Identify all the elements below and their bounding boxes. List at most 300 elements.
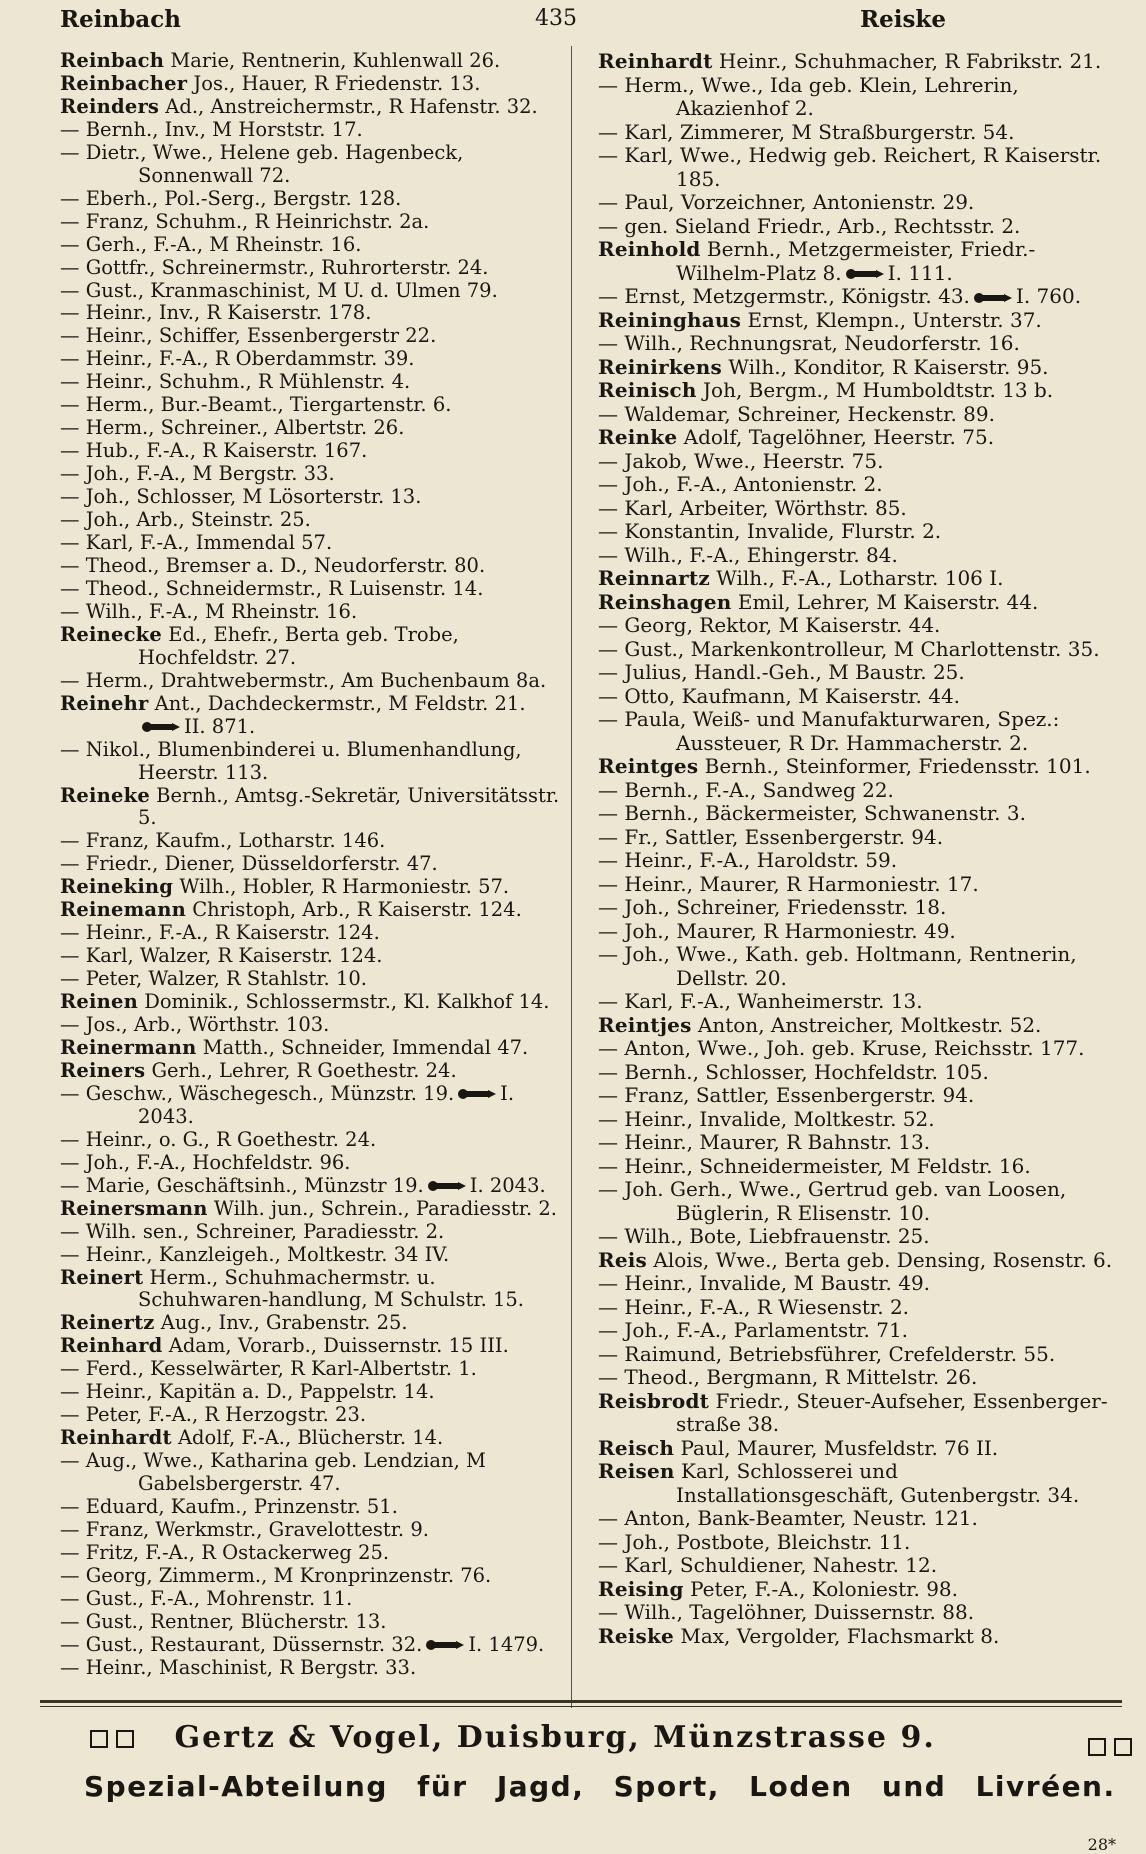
directory-entry: [60, 188, 566, 211]
entry-text: — Wilh. sen., Schreiner, Paradiesstr. 2.: [60, 1219, 445, 1243]
directory-entry: [60, 257, 566, 280]
telephone-icon: [458, 1088, 496, 1100]
directory-entry: [598, 779, 1120, 803]
directory-entry: [598, 1155, 1120, 1179]
directory-entry: [598, 473, 1120, 497]
directory-entry: [598, 1319, 1120, 1343]
entry-text: — Heinr., Invalide, M Baustr. 49.: [598, 1271, 931, 1295]
entry-text: Bernh., Steinformer, Friedensstr. 101.: [704, 754, 1091, 778]
directory-entry: [598, 1131, 1120, 1155]
directory-entry: [60, 1611, 566, 1634]
entry-text: — Heinr., F.-A., Haroldstr. 59.: [598, 848, 898, 872]
phone-number: I. 2043.: [469, 1173, 546, 1197]
directory-entry: [598, 74, 1120, 121]
directory-entry: [60, 670, 566, 693]
entry-text: — Wilh., Rechnungsrat, Neudorferstr. 16.: [598, 331, 1020, 355]
entry-text: — Karl, F.-A., Immendal 57.: [60, 531, 333, 555]
directory-entry: [598, 1014, 1120, 1038]
telephone-icon: [428, 1180, 466, 1192]
entry-text: Anton, Anstreicher, Moltkestr. 52.: [697, 1012, 1042, 1037]
entry-text: Wilh., Hobler, R Harmoniestr. 57.: [179, 875, 510, 899]
directory-entry: [60, 578, 566, 601]
directory-entry: [598, 121, 1120, 145]
surname: Reinke: [598, 425, 678, 449]
entry-text: — gen. Sieland Friedr., Arb., Rechtsstr. 2.: [598, 213, 1021, 238]
directory-entry: [598, 403, 1120, 427]
entry-text: — Heinr., o. G., R Goethestr. 24.: [60, 1127, 377, 1151]
directory-entry: [598, 990, 1120, 1014]
directory-entry: [598, 1061, 1120, 1085]
directory-entry: [60, 1565, 566, 1588]
directory-entry: [60, 1358, 566, 1381]
surname: Reinirkens: [598, 354, 723, 379]
entry-text: — Eduard, Kaufm., Prinzenstr. 51.: [60, 1495, 398, 1519]
entry-text: — Friedr., Diener, Düsseldorferstr. 47.: [60, 852, 438, 876]
entry-text: — Franz, Kaufm., Lotharstr. 146.: [60, 829, 386, 853]
directory-entry: [60, 601, 566, 624]
entry-text: — Heinr., Invalide, Moltkestr. 52.: [598, 1106, 935, 1131]
entry-text: Adolf, Tagelöhner, Heerstr. 75.: [683, 425, 995, 449]
directory-entry: [598, 1625, 1120, 1649]
directory-entry: [60, 371, 566, 394]
surname: Reineke: [60, 783, 150, 807]
entry-text: — Bernh., F.-A., Sandweg 22.: [598, 777, 894, 802]
directory-entry: [60, 1152, 566, 1175]
entry-text: Friedr., Steuer-Aufseher, Essenberger-straße 38.: [676, 1388, 1108, 1436]
surname: Reinnartz: [598, 566, 710, 590]
directory-entry: [60, 394, 566, 417]
entry-text: — Joh., F.-A., Parlamentstr. 71.: [598, 1318, 909, 1342]
directory-entry: [60, 1542, 566, 1565]
directory-entry: [598, 309, 1120, 333]
square-ornament-icon: [1088, 1738, 1106, 1756]
surname: Reising: [598, 1576, 684, 1601]
directory-entry: [60, 1175, 566, 1198]
directory-entry: [598, 1554, 1120, 1578]
surname: Reintges: [598, 754, 699, 778]
entry-text: — Fritz, F.-A., R Ostackerweg 25.: [60, 1540, 390, 1564]
entry-text: — Jos., Arb., Wörthstr. 103.: [60, 1013, 330, 1037]
directory-entry: [60, 532, 566, 555]
entry-text: — Waldemar, Schreiner, Heckenstr. 89.: [598, 401, 995, 426]
entry-text: — Wilh., F.-A., M Rheinstr. 16.: [60, 599, 358, 623]
directory-entry: [60, 1060, 566, 1083]
directory-entry: [598, 238, 1120, 285]
directory-entry: [60, 1404, 566, 1427]
phone-number: I. 2043.: [138, 1081, 515, 1128]
directory-entry: [60, 853, 566, 876]
entry-text: Ed., Ehefr., Berta geb. Trobe, Hochfeldstr. 27.: [138, 622, 459, 669]
directory-entry: [598, 567, 1120, 591]
entry-text: — Franz, Werkmstr., Gravelottestr. 9.: [60, 1518, 429, 1541]
directory-entry: [60, 1037, 566, 1060]
entry-text: Christoph, Arb., R Kaiserstr. 124.: [192, 898, 522, 922]
directory-entry: [598, 1531, 1120, 1555]
entry-text: — Heinr., Maschinist, R Bergstr. 33.: [60, 1655, 417, 1679]
entry-text: — Peter, Walzer, R Stahlstr. 10.: [60, 967, 367, 991]
directory-entry: [60, 348, 566, 371]
entry-text: Emil, Lehrer, M Kaiserstr. 44.: [737, 589, 1039, 614]
directory-entry: [60, 1244, 566, 1267]
entry-text: Marie, Rentnerin, Kuhlenwall 26.: [170, 49, 501, 72]
directory-entry: [598, 826, 1120, 850]
entry-text: Joh, Bergm., M Humboldtstr. 13 b.: [703, 378, 1054, 402]
entry-text: — Gust., Markenkontrolleur, M Charlottenstr. 35.: [598, 636, 1100, 661]
entry-text: — Jakob, Wwe., Heerstr. 75.: [598, 448, 884, 473]
rule-divider-thin: [40, 1706, 1122, 1707]
directory-entry: [598, 379, 1120, 403]
directory-entry: [598, 1578, 1120, 1602]
directory-entry: [598, 285, 1120, 309]
entry-text: — Anton, Bank-Beamter, Neustr. 121.: [598, 1506, 978, 1530]
surname: Reiners: [60, 1058, 146, 1082]
surname: Reinertz: [60, 1311, 155, 1335]
entry-text: Alois, Wwe., Berta geb. Densing, Rosenstr. 6.: [653, 1247, 1113, 1272]
entry-text: Aug., Inv., Grabenstr. 25.: [160, 1311, 408, 1335]
entry-text: — Joh., F.-A., Antonienstr. 2.: [598, 472, 883, 496]
advertisement-block: [40, 1700, 1122, 1854]
directory-entry: [60, 1634, 566, 1657]
entry-text: — Joh., F.-A., Hochfeldstr. 96.: [60, 1150, 351, 1174]
entry-text: — Heinr., Schuhm., R Mühlenstr. 4.: [60, 370, 411, 394]
header-left-keyword: Reinbach: [60, 6, 181, 33]
directory-entry: [60, 1588, 566, 1611]
telephone-icon: [974, 292, 1012, 304]
entry-text: — Wilh., Tagelöhner, Duissernstr. 88.: [598, 1600, 975, 1624]
directory-entry: [598, 1225, 1120, 1249]
directory-entry: [60, 830, 566, 853]
directory-entry: [598, 1366, 1120, 1390]
surname: Reinert: [60, 1265, 144, 1289]
advertisement-line-1: [90, 1720, 1140, 1755]
directory-entry: [598, 1178, 1120, 1225]
entry-text: — Wilh., Bote, Liebfrauenstr. 25.: [598, 1224, 930, 1248]
phone-number: I. 760.: [1015, 284, 1082, 308]
directory-entry: [598, 685, 1120, 709]
directory-entry: [598, 1037, 1120, 1061]
directory-entry: [60, 968, 566, 991]
directory-entry: [598, 1601, 1120, 1625]
entry-text: — Gust., Restaurant, Düssernstr. 32.: [60, 1632, 423, 1656]
entry-text: — Heinr., Maurer, R Harmoniestr. 17.: [598, 871, 979, 896]
directory-entry: [598, 144, 1120, 191]
entry-text: — Karl, Arbeiter, Wörthstr. 85.: [598, 495, 907, 520]
surname: Reinisch: [598, 378, 697, 402]
surname: Reinhardt: [60, 1426, 172, 1450]
entry-text: — Heinr., F.-A., R Oberdammstr. 39.: [60, 347, 415, 371]
surname: Reiske: [598, 1623, 674, 1648]
entry-text: — Heinr., F.-A., R Kaiserstr. 124.: [60, 921, 380, 945]
surname: Reinders: [60, 94, 160, 118]
surname: Reis: [598, 1247, 648, 1272]
directory-entry: [60, 1657, 566, 1680]
entry-text: — Joh., Arb., Steinstr. 25.: [60, 508, 311, 532]
entry-text: — Paul, Vorzeichner, Antonienstr. 29.: [598, 190, 975, 214]
directory-entry: [598, 1460, 1120, 1507]
entry-text: — Joh., Postbote, Bleichstr. 11.: [598, 1529, 911, 1554]
directory-entry: [598, 873, 1120, 897]
directory-entry: [598, 708, 1120, 755]
entry-text: Dominik., Schlossermstr., Kl. Kalkhof 14.: [144, 990, 550, 1014]
directory-entry: [60, 1519, 566, 1542]
entry-text: — Ernst, Metzgermstr., Königstr. 43.: [598, 284, 970, 308]
entry-text: — Heinr., Inv., R Kaiserstr. 178.: [60, 301, 372, 325]
entry-text: — Joh., Schreiner, Friedensstr. 18.: [598, 895, 947, 919]
directory-entry: [598, 1249, 1120, 1273]
directory-entry: [598, 50, 1120, 74]
entry-text: — Karl, Walzer, R Kaiserstr. 124.: [60, 944, 383, 968]
surname: Reinermann: [60, 1035, 197, 1059]
directory-entry: [60, 1496, 566, 1519]
directory-entry: [598, 802, 1120, 826]
surname: Reinecke: [60, 622, 162, 646]
directory-entry: [598, 1343, 1120, 1367]
directory-entry: [598, 497, 1120, 521]
entry-text: Bernh., Metzgermeister, Friedr.-Wilhelm-Platz 8.: [676, 237, 1036, 285]
entry-text: — Theod., Bergmann, R Mittelstr. 26.: [598, 1365, 978, 1389]
entry-text: Ernst, Klempn., Unterstr. 37.: [747, 307, 1042, 332]
directory-entry: [60, 899, 566, 922]
right-column: [598, 50, 1120, 1648]
directory-entry: [60, 96, 566, 119]
entry-text: — Konstantin, Invalide, Flurstr. 2.: [598, 519, 942, 543]
entry-text: — Gust., F.-A., Mohrenstr. 11.: [60, 1586, 353, 1610]
directory-entry: [60, 142, 566, 188]
surname: Reinshagen: [598, 589, 732, 614]
phone-number: I. 1479.: [468, 1632, 545, 1656]
entry-text: Heinr., Schuhmacher, R Fabrikstr. 21.: [718, 49, 1102, 73]
entry-text: — Wilh., F.-A., Ehingerstr. 84.: [598, 542, 898, 567]
entry-text: — Bernh., Inv., M Horststr. 17.: [60, 117, 363, 141]
entry-text: — Peter, F.-A., R Herzogstr. 23.: [60, 1403, 367, 1427]
directory-entry: [598, 544, 1120, 568]
surname: Reisch: [598, 1435, 675, 1460]
entry-text: — Heinr., Schiffer, Essenbergerstr 22.: [60, 324, 437, 348]
directory-entry: [598, 520, 1120, 544]
entry-text: — Eberh., Pol.-Serg., Bergstr. 128.: [60, 186, 402, 210]
directory-entry: [598, 920, 1120, 944]
entry-text: — Joh., Maurer, R Harmoniestr. 49.: [598, 918, 956, 943]
entry-text: — Anton, Wwe., Joh. geb. Kruse, Reichsstr. 177.: [598, 1036, 1085, 1060]
directory-entry: [60, 234, 566, 257]
directory-entry: [60, 555, 566, 578]
phone-number: II. 871.: [184, 714, 256, 738]
directory-entry: [60, 1312, 566, 1335]
directory-entry: [60, 624, 566, 670]
entry-text: Ad., Anstreichermstr., R Hafenstr. 32.: [165, 94, 538, 118]
entry-text: — Joh. Gerh., Wwe., Gertrud geb. van Loosen, Büglerin, R Elisenstr. 10.: [598, 1177, 1067, 1225]
directory-entry: [60, 509, 566, 532]
surname: Reisen: [598, 1459, 675, 1483]
entry-text: — Heinr., Kapitän a. D., Pappelstr. 14.: [60, 1380, 435, 1404]
directory-entry: [598, 1437, 1120, 1461]
directory-entry: [598, 591, 1120, 615]
directory-entry: [598, 1084, 1120, 1108]
entry-text: Max, Vergolder, Flachsmarkt 8.: [680, 1623, 1000, 1648]
directory-entry: [598, 450, 1120, 474]
directory-entry: [60, 876, 566, 899]
surname: Reinhold: [598, 237, 701, 261]
entry-text: — Herm., Wwe., Ida geb. Klein, Lehrerin, Akazienhof 2.: [598, 72, 1019, 120]
directory-entry: [60, 440, 566, 463]
entry-text: Wilh. jun., Schrein., Paradiesstr. 2.: [213, 1196, 557, 1220]
entry-text: — Herm., Bur.-Beamt., Tiergartenstr. 6.: [60, 393, 452, 417]
entry-text: — Franz, Schuhm., R Heinrichstr. 2a.: [60, 209, 430, 233]
entry-text: — Karl, Zimmerer, M Straßburgerstr. 54.: [598, 119, 1015, 144]
entry-text: — Karl, Wwe., Hedwig geb. Reichert, R Kaiserstr. 185.: [598, 143, 1102, 191]
square-ornament-icon: [116, 1730, 134, 1748]
entry-text: — Paula, Weiß- und Manufakturwaren, Spez.: Aussteuer, R Dr. Hammacherstr. 2.: [598, 707, 1060, 755]
entry-text: — Joh., F.-A., M Bergstr. 33.: [60, 462, 335, 486]
directory-entry: [60, 945, 566, 968]
surname: Reinbach: [60, 49, 165, 72]
entry-text: — Julius, Handl.-Geh., M Baustr. 25.: [598, 660, 965, 684]
entry-text: — Geschw., Wäschegesch., Münzstr. 19.: [60, 1081, 455, 1105]
entry-text: Wilh., Konditor, R Kaiserstr. 95.: [728, 354, 1049, 379]
entry-text: — Georg, Rektor, M Kaiserstr. 44.: [598, 613, 941, 637]
directory-entry: [60, 50, 566, 73]
entry-text: Gerh., Lehrer, R Goethestr. 24.: [151, 1058, 457, 1082]
entry-text: — Marie, Geschäftsinh., Münzstr 19.: [60, 1173, 424, 1197]
entry-text: — Raimund, Betriebsführer, Crefelderstr. 55.: [598, 1341, 1056, 1366]
entry-text: — Nikol., Blumenbinderei u. Blumenhandlung, Heerstr. 113.: [60, 737, 522, 784]
directory-entry: [598, 215, 1120, 239]
directory-entry: [60, 280, 566, 303]
entry-text: — Ferd., Kesselwärter, R Karl-Albertstr. 1.: [60, 1357, 477, 1381]
surname: Reinhard: [60, 1334, 163, 1358]
directory-entry: [60, 463, 566, 486]
surname: Reineking: [60, 875, 174, 899]
rule-divider: [40, 1700, 1122, 1703]
entry-text: — Bernh., Schlosser, Hochfeldstr. 105.: [598, 1059, 989, 1084]
entry-text: — Heinr., F.-A., R Wiesenstr. 2.: [598, 1294, 910, 1319]
directory-entry: [598, 849, 1120, 873]
entry-text: Adam, Vorarb., Duissernstr. 15 III.: [168, 1334, 509, 1358]
entry-text: — Heinr., Schneidermeister, M Feldstr. 16.: [598, 1153, 1031, 1178]
directory-entry: [598, 1390, 1120, 1437]
directory-entry: [60, 1267, 566, 1313]
directory-entry: [598, 1272, 1120, 1296]
directory-entry: [60, 1335, 566, 1358]
telephone-icon: [142, 721, 180, 733]
directory-entry: [60, 693, 566, 739]
advertisement-firm: Gertz & Vogel, Duisburg, Münzstrasse 9.: [174, 1720, 936, 1755]
surname: Reinen: [60, 990, 138, 1014]
directory-entry: [60, 1014, 566, 1037]
entry-text: Jos., Hauer, R Friedenstr. 13.: [193, 71, 481, 95]
entry-text: — Theod., Bremser a. D., Neudorferstr. 80.: [60, 553, 486, 577]
entry-text: Karl, Schlosserei und Installationsgeschäft, Gutenbergstr. 34.: [676, 1459, 1080, 1507]
entry-text: — Dietr., Wwe., Helene geb. Hagenbeck, Sonnenwall 72.: [60, 140, 464, 187]
entry-text: Herm., Schuhmachermstr. u. Schuhwaren-handlung, M Schulstr. 15.: [138, 1265, 524, 1312]
directory-entry: [60, 991, 566, 1014]
telephone-icon: [846, 268, 884, 280]
entry-text: — Franz, Sattler, Essenbergerstr. 94.: [598, 1083, 975, 1107]
surname: Reinehr: [60, 691, 149, 715]
entry-text: — Gust., Kranmaschinist, M U. d. Ulmen 79.: [60, 278, 498, 302]
directory-entry: [598, 661, 1120, 685]
directory-entry: [60, 1083, 566, 1129]
entry-text: — Gottfr., Schreinermstr., Ruhrorterstr. 24.: [60, 255, 489, 279]
sheet-signature: 28*: [1087, 1835, 1116, 1854]
directory-entry: [598, 356, 1120, 380]
left-column: [60, 50, 566, 1680]
directory-entry: [60, 211, 566, 234]
entry-text: — Otto, Kaufmann, M Kaiserstr. 44.: [598, 683, 961, 708]
entry-text: — Aug., Wwe., Katharina geb. Lendzian, M Gabelsbergerstr. 47.: [60, 1449, 486, 1496]
surname: Reininghaus: [598, 307, 742, 332]
entry-text: — Herm., Drahtwebermstr., Am Buchenbaum 8a.: [60, 668, 547, 692]
directory-entry: [60, 73, 566, 96]
directory-entry: [60, 785, 566, 831]
directory-entry: [598, 1507, 1120, 1531]
surname: Reinhardt: [598, 49, 713, 73]
directory-entry: [60, 1381, 566, 1404]
advertisement-line-2: Spezial-Abteilung für Jagd, Sport, Loden und Livréen.: [84, 1770, 1116, 1803]
directory-entry: [60, 1450, 566, 1496]
entry-text: — Georg, Zimmerm., M Kronprinzenstr. 76.: [60, 1563, 492, 1587]
entry-text: — Fr., Sattler, Essenbergerstr. 94.: [598, 824, 944, 849]
entry-text: — Herm., Schreiner., Albertstr. 26.: [60, 416, 405, 440]
entry-text: — Bernh., Bäckermeister, Schwanenstr. 3.: [598, 801, 1026, 825]
surname: Reinersmann: [60, 1196, 208, 1220]
directory-entry: [598, 896, 1120, 920]
directory-entry: [60, 739, 566, 785]
entry-text: — Heinr., Kanzleigeh., Moltkestr. 34 IV.: [60, 1242, 450, 1266]
surname: Reinemann: [60, 898, 187, 922]
header-right-keyword: Reiske: [859, 6, 946, 33]
entry-text: Paul, Maurer, Musfeldstr. 76 II.: [680, 1435, 999, 1460]
square-ornament-icon: [90, 1730, 108, 1748]
directory-entry: [598, 638, 1120, 662]
directory-entry: [60, 1198, 566, 1221]
entry-text: — Heinr., Maurer, R Bahnstr. 13.: [598, 1130, 931, 1154]
directory-entry: [60, 119, 566, 142]
entry-text: — Gust., Rentner, Blücherstr. 13.: [60, 1609, 387, 1633]
page-header: [60, 6, 1116, 40]
surname: Reintjes: [598, 1012, 692, 1037]
entry-text: Peter, F.-A., Koloniestr. 98.: [690, 1576, 959, 1601]
directory-entry: [60, 922, 566, 945]
entry-text: Matth., Schneider, Immendal 47.: [202, 1035, 529, 1059]
entry-text: — Gerh., F.-A., M Rheinstr. 16.: [60, 232, 362, 256]
page-number: 435: [535, 6, 577, 31]
directory-entry: [598, 755, 1120, 779]
directory-entry: [60, 302, 566, 325]
entry-text: Ant., Dachdeckermstr., M Feldstr. 21.: [154, 691, 526, 715]
surname: Reisbrodt: [598, 1388, 710, 1413]
directory-entry: [598, 332, 1120, 356]
entry-text: Wilh., F.-A., Lotharstr. 106 I.: [716, 566, 1004, 590]
telephone-icon: [426, 1639, 464, 1651]
entry-text: — Hub., F.-A., R Kaiserstr. 167.: [60, 439, 368, 463]
directory-entry: [60, 417, 566, 440]
directory-entry: [60, 1129, 566, 1152]
directory-entry: [60, 1221, 566, 1244]
entry-text: — Karl, F.-A., Wanheimerstr. 13.: [598, 989, 923, 1013]
surname: Reinbacher: [60, 71, 188, 95]
directory-entry: [598, 943, 1120, 990]
entry-text: — Karl, Schuldiener, Nahestr. 12.: [598, 1553, 938, 1577]
directory-entry: [60, 1427, 566, 1450]
phone-number: I. 111.: [887, 260, 953, 285]
entry-text: Bernh., Amtsg.-Sekretär, Universitätsstr. 5.: [138, 783, 560, 830]
directory-entry: [60, 325, 566, 348]
directory-entry: [598, 426, 1120, 450]
entry-text: — Theod., Schneidermstr., R Luisenstr. 14.: [60, 576, 484, 600]
directory-entry: [598, 1296, 1120, 1320]
column-divider: [571, 46, 572, 1708]
